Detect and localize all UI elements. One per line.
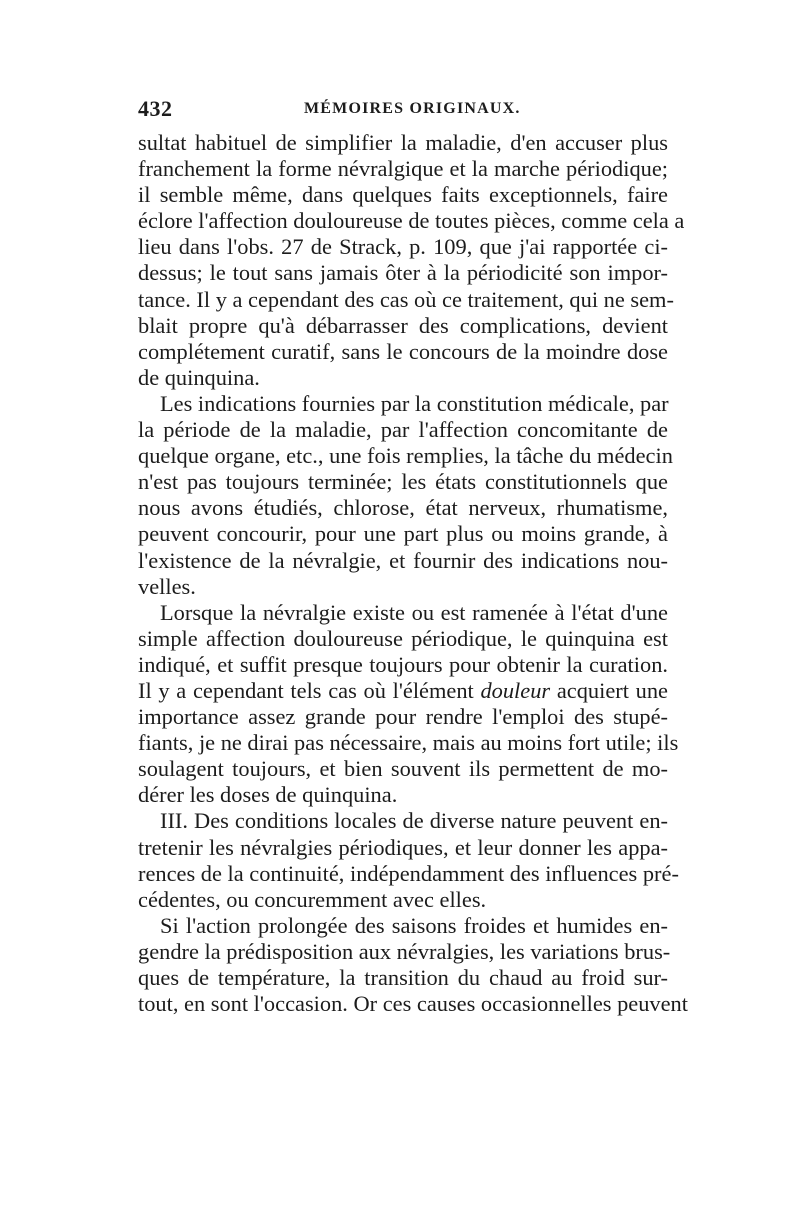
text-line: éclore l'affection douloureuse de toutes pièces, comme cela a	[138, 208, 685, 234]
text-line: complétement curatif, sans le concours de la moindre dose	[138, 338, 668, 364]
text-line: il semble même, dans quelques faits exceptionnels, faire	[138, 182, 668, 208]
body-text	[138, 130, 688, 1017]
text-line: sultat habituel de simplifier la maladie, d'en accuser plus	[138, 130, 668, 155]
text-line: la période de la maladie, par l'affection concomitante de	[138, 417, 668, 443]
text-line: tout, en sont l'occasion. Or ces causes occasionnelles peuvent	[138, 991, 688, 1017]
text-line: simple affection douloureuse périodique, le quinquina est	[138, 625, 668, 651]
text-line: ques de température, la transition du chaud au froid sur-	[138, 965, 668, 990]
text-line: III. Des conditions locales de diverse nature peuvent en-	[160, 808, 668, 834]
text-line: Lorsque la névralgie existe ou est ramenée à l'état d'une	[160, 599, 668, 625]
text-line: n'est pas toujours terminée; les états constitutionnels que	[138, 469, 668, 495]
text-line: dessus; le tout sans jamais ôter à la périodicité son impor-	[138, 260, 668, 286]
text-line: peuvent concourir, pour une part plus ou moins grande, à	[138, 521, 668, 547]
text-line: Les indications fournies par la constitution médicale, par	[160, 390, 669, 416]
paragraph	[138, 130, 685, 391]
text-fragment: acquiert une	[550, 677, 668, 703]
text-line: importance assez grande pour rendre l'emploi des stupé-	[138, 704, 668, 730]
text-line: blait propre qu'à débarrasser des complications, devient	[138, 312, 668, 338]
running-title: MÉMOIRES ORIGINAUX.	[304, 100, 521, 117]
text-line: l'existence de la névralgie, et fournir des indications nou-	[138, 547, 668, 573]
paragraph	[138, 808, 679, 912]
text-line: indiqué, et suffit presque toujours pour obtenir la curation.	[138, 651, 668, 677]
text-line: gendre la prédisposition aux névralgies, les variations brus-	[138, 938, 671, 964]
paragraph	[138, 390, 673, 600]
emphasized-word: douleur	[480, 677, 551, 703]
text-line: nous avons étudiés, chlorose, état nerveux, rhumatisme,	[138, 495, 668, 521]
text-line: cédentes, ou concuremment avec elles.	[138, 886, 487, 912]
text-line: Si l'action prolongée des saisons froides et humides en-	[160, 912, 668, 938]
text-line: de quinquina.	[138, 364, 260, 390]
text-line	[138, 678, 668, 704]
text-line: franchement la forme névralgique et la marche périodique;	[138, 156, 668, 182]
text-line: soulagent toujours, et bien souvent ils permettent de mo-	[138, 756, 668, 782]
paragraph	[138, 599, 679, 809]
text-line: fiants, je ne dirai pas nécessaire, mais au moins fort utile; ils	[138, 730, 679, 756]
paragraph	[138, 912, 688, 1017]
text-line: velles.	[138, 573, 196, 599]
text-line: tretenir les névralgies périodiques, et leur donner les appa-	[138, 834, 668, 860]
text-line: quelque organe, etc., une fois remplies, la tâche du médecin	[138, 443, 673, 469]
text-fragment: Il y a cependant tels cas où l'élément	[138, 677, 481, 703]
text-line: tance. Il y a cependant des cas où ce traitement, qui ne sem-	[138, 286, 674, 312]
text-line: rences de la continuité, indépendamment des influences pré-	[138, 860, 679, 886]
running-head	[138, 96, 668, 126]
text-line: lieu dans l'obs. 27 de Strack, p. 109, que j'ai rapportée ci-	[138, 234, 668, 260]
page-number: 432	[138, 96, 173, 121]
text-line: dérer les doses de quinquina.	[138, 782, 398, 808]
